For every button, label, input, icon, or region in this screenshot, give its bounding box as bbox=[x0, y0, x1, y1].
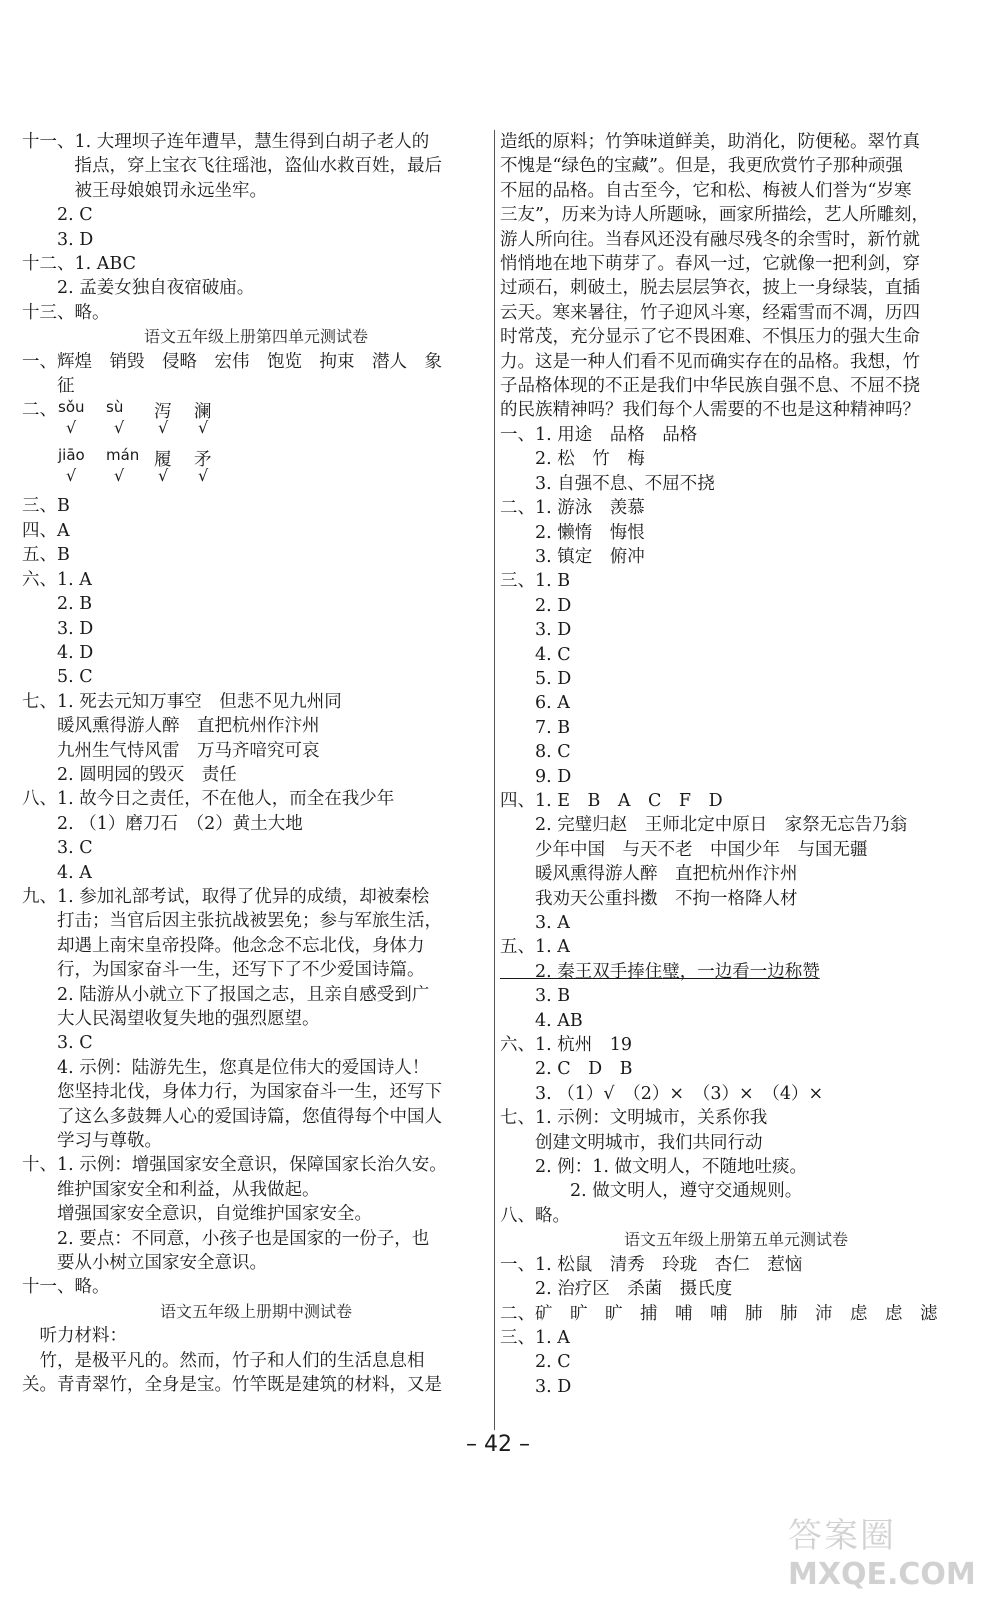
text-line: 2. 要点：不同意，小孩子也是国家的一份子，也 bbox=[22, 1228, 430, 1249]
text-line: 维护国家安全和利益，从我做起。 bbox=[22, 1179, 320, 1200]
text-line: 7. B bbox=[500, 717, 571, 738]
text-line: 4. A bbox=[22, 862, 92, 883]
text-line: 增强国家安全意识，自觉维护国家安全。 bbox=[22, 1204, 372, 1225]
pinyin-text: sǒu bbox=[58, 398, 85, 417]
check-mark-icon: √ bbox=[158, 466, 169, 486]
midterm-answers bbox=[500, 130, 972, 960]
midterm-answers-cont bbox=[500, 984, 972, 1228]
text-line: 造纸的原料；竹笋味道鲜美，助消化，防便秘。翠竹真 bbox=[500, 132, 920, 152]
text-line: 暖风熏得游人醉 直把杭州作汴州 bbox=[22, 716, 320, 737]
check-mark-icon: √ bbox=[198, 466, 209, 486]
check-mark-icon: √ bbox=[114, 466, 125, 486]
right-column bbox=[500, 130, 972, 1399]
text-line: 2. 治疗区 杀菌 摄氏度 bbox=[500, 1279, 733, 1300]
text-line: 过顽石，刺破土，脱去层层笋衣，披上一身绿装，直插 bbox=[500, 278, 920, 299]
text-line: 五、1. A bbox=[500, 937, 570, 958]
underlined-answer: 2. 秦王双手捧住璧，一边看一边称赞 bbox=[500, 961, 820, 982]
text-line: 三、1. B bbox=[500, 571, 571, 592]
left-answers-unit3-end bbox=[22, 130, 490, 325]
text-line: 被王母娘娘罚永远坐牢。 bbox=[22, 180, 267, 201]
text-line: 十一、略。 bbox=[22, 1277, 110, 1298]
midterm-heading: 语文五年级上册期中测试卷 bbox=[159, 1301, 352, 1321]
text-line: 3. D bbox=[500, 620, 572, 641]
watermark-bottom-text: MXQE.COM bbox=[788, 1557, 976, 1592]
pinyin-text: sù bbox=[106, 398, 124, 417]
text-line: 2. B bbox=[22, 594, 93, 615]
text-line: 时常茂，充分显示了它不畏困难、不惧压力的强大生命 bbox=[500, 327, 920, 348]
text-line: 学习与尊敬。 bbox=[22, 1131, 162, 1152]
unit5-heading: 语文五年级上册第五单元测试卷 bbox=[623, 1230, 848, 1250]
check-mark-icon: √ bbox=[66, 418, 77, 438]
text-line: 2. C bbox=[500, 1352, 571, 1373]
text-line: 3. 自强不息、不屈不挠 bbox=[500, 473, 715, 494]
unit4-answers-part1 bbox=[22, 350, 490, 399]
hanzi-text: 澜 bbox=[194, 402, 212, 423]
text-line: 少年中国 与天不老 中国少年 与国无疆 bbox=[500, 839, 868, 860]
text-line: 9. D bbox=[500, 766, 572, 787]
text-line: 三友”，历来为诗人所题咏，画家所描绘，艺人所雕刻， bbox=[500, 205, 929, 226]
text-line: 5. D bbox=[500, 668, 572, 689]
text-line: 子品格体现的不正是我们中华民族自强不息、不屈不挠 bbox=[500, 376, 920, 397]
text-line: 6. A bbox=[500, 693, 570, 714]
text-line: 四、A bbox=[22, 520, 70, 541]
text-line: 暖风熏得游人醉 直把杭州作汴州 bbox=[500, 864, 798, 885]
text-line: 大人民渴望收复失地的强烈愿望。 bbox=[22, 1009, 320, 1029]
text-line: 3. （1）√ （2）× （3）× （4）× bbox=[500, 1083, 824, 1104]
text-line: 了这么多鼓舞人心的爱国诗篇，您值得每个中国人 bbox=[22, 1106, 442, 1127]
text-line: 2. 做文明人，遵守交通规则。 bbox=[500, 1181, 803, 1202]
text-line: 3. B bbox=[500, 986, 571, 1007]
text-line: 3. C bbox=[22, 1033, 93, 1054]
text-line: 要从小树立国家安全意识。 bbox=[22, 1253, 267, 1274]
text-line: 3. C bbox=[22, 838, 93, 859]
text-line: 四、1. E B A C F D bbox=[500, 790, 723, 811]
text-line: 3. A bbox=[500, 913, 570, 933]
text-line: 八、略。 bbox=[500, 1205, 570, 1226]
text-line: 创建文明城市，我们共同行动 bbox=[500, 1132, 763, 1153]
check-mark-icon: √ bbox=[158, 418, 169, 438]
check-mark-icon: √ bbox=[198, 418, 209, 438]
text-line: 力。这是一种人们看不见而确实存在的品格。我想，竹 bbox=[500, 351, 920, 372]
text-line: 关。青青翠竹，全身是宝。竹竿既是建筑的材料，又是 bbox=[22, 1375, 442, 1396]
text-line: 十二、1. ABC bbox=[22, 254, 136, 275]
text-line: 九、1. 参加礼部考试，取得了优异的成绩，却被秦桧 bbox=[22, 886, 430, 907]
text-line: 七、1. 示例：文明城市，关系你我 bbox=[500, 1108, 768, 1129]
text-line: 2. C D B bbox=[500, 1059, 633, 1080]
text-line: 六、1. 杭州 19 bbox=[500, 1035, 633, 1056]
text-line: 却遇上南宋皇帝投降。他念念不忘北伐，身体力 bbox=[22, 935, 425, 956]
text-line: 指点，穿上宝衣飞往瑶池，盗仙水救百姓，最后 bbox=[22, 156, 442, 177]
text-line: 征 bbox=[22, 376, 75, 397]
text-line: 8. C bbox=[500, 742, 571, 763]
text-line: 九州生气恃风雷 万马齐喑究可哀 bbox=[22, 740, 320, 761]
watermark-top-text: 答案圈 bbox=[788, 1516, 896, 1556]
text-line: 八、1. 故今日之责任，不在他人，而全在我少年 bbox=[22, 789, 395, 810]
text-line: 二、1. 游泳 羡慕 bbox=[500, 498, 645, 519]
hanzi-text: 泻 bbox=[154, 402, 172, 423]
unit4-heading: 语文五年级上册第四单元测试卷 bbox=[143, 327, 368, 347]
hanzi-text: 履 bbox=[154, 450, 172, 471]
text-line: 云天。寒来暑往，竹子迎风斗寒，经霜雪而不凋，历四 bbox=[500, 302, 920, 323]
text-line: 游人所向往。当春风还没有融尽残冬的余雪时，新竹就 bbox=[500, 229, 920, 250]
text-line: 4. AB bbox=[500, 1010, 583, 1031]
page-number: – 42 – bbox=[466, 1432, 530, 1457]
text-line: 打击；当官后因主张抗战被罢免；参与军旅生活， bbox=[22, 911, 442, 932]
unit5-answers bbox=[500, 1253, 972, 1399]
text-line: 的民族精神吗？我们每个人需要的不也是这种精神吗？ bbox=[500, 400, 920, 421]
text-line: 七、1. 死去元知万事空 但悲不见九州同 bbox=[22, 691, 342, 712]
text-line: 2. （1）磨刀石 （2）黄土大地 bbox=[22, 813, 303, 834]
watermark-logo bbox=[788, 1508, 978, 1592]
text-line: 行，为国家奋斗一生，还写下了不少爱国诗篇。 bbox=[22, 960, 425, 981]
text-line: 2. 陆游从小就立下了报国之志，且亲自感受到广 bbox=[22, 984, 430, 1005]
text-line: 三、B bbox=[22, 496, 70, 517]
text-line: 2. 松 竹 梅 bbox=[500, 449, 645, 470]
text-line: 5. C bbox=[22, 667, 93, 688]
text-line: 不屈的品格。自古至今，它和松、梅被人们誉为“岁寒 bbox=[500, 180, 912, 201]
text-line: 十三、略。 bbox=[22, 302, 110, 323]
text-line: 三、1. A bbox=[500, 1327, 570, 1348]
text-line: 听力材料： bbox=[22, 1326, 127, 1347]
text-line: 3. 镇定 俯冲 bbox=[500, 546, 645, 567]
text-line: 2. 孟姜女独自夜宿破庙。 bbox=[22, 278, 255, 299]
unit4-answers-part2 bbox=[22, 494, 490, 1299]
text-line: 3. D bbox=[22, 618, 94, 639]
midterm-listening-material bbox=[22, 1324, 490, 1397]
text-line: 3. D bbox=[500, 1376, 572, 1397]
text-line: 二、矿 旷 旷 捕 哺 哺 肺 肺 沛 虑 虑 滤 bbox=[500, 1303, 938, 1324]
pinyin-row-label: 二、 bbox=[22, 400, 57, 421]
pinyin-text: mán bbox=[106, 446, 140, 465]
left-column bbox=[22, 130, 490, 1398]
pinyin-answer-row bbox=[22, 398, 490, 494]
text-line: 五、B bbox=[22, 545, 70, 566]
text-line: 一、1. 松鼠 清秀 玲珑 杏仁 惹恼 bbox=[500, 1254, 803, 1275]
text-line: 我劝天公重抖擞 不拘一格降人材 bbox=[500, 888, 798, 909]
check-mark-icon: √ bbox=[66, 466, 77, 486]
hanzi-text: 矛 bbox=[194, 450, 212, 471]
check-mark-icon: √ bbox=[114, 418, 125, 438]
text-line: 六、1. A bbox=[22, 569, 92, 590]
text-line: 4. D bbox=[22, 642, 94, 663]
text-line: 2. D bbox=[500, 595, 572, 616]
column-divider bbox=[494, 130, 495, 1430]
text-line: 2. C bbox=[22, 205, 93, 226]
text-line: 不愧是“绿色的宝藏”。但是，我更欣赏竹子那种顽强 bbox=[500, 156, 903, 177]
text-line: 一、1. 用途 品格 品格 bbox=[500, 424, 698, 445]
text-line: 十、1. 示例：增强国家安全意识，保障国家长治久安。 bbox=[22, 1155, 447, 1176]
text-line: 2. 完璧归赵 王师北定中原日 家祭无忘告乃翁 bbox=[500, 815, 908, 836]
text-line: 2. 懒惰 悔恨 bbox=[500, 522, 645, 543]
text-line: 一、辉煌 销毁 侵略 宏伟 饱览 拘束 潜人 象 bbox=[22, 351, 442, 372]
text-line: 十一、1. 大理坝子连年遭旱，慧生得到白胡子老人的 bbox=[22, 132, 430, 152]
pinyin-text: jiāo bbox=[58, 446, 85, 465]
text-line: 您坚持北伐，身体力行，为国家奋斗一生，还写下 bbox=[22, 1082, 442, 1103]
text-line: 2. 圆明园的毁灭 责任 bbox=[22, 764, 237, 785]
text-line: 4. C bbox=[500, 644, 571, 665]
text-line: 4. 示例：陆游先生，您真是位伟大的爱国诗人！ bbox=[22, 1057, 430, 1078]
text-line: 3. D bbox=[22, 229, 94, 250]
text-line: 竹，是极平凡的。然而，竹子和人们的生活息息相 bbox=[22, 1350, 425, 1371]
text-line: 悄悄地在地下萌芽了。春风一过，它就像一把利剑，穿 bbox=[500, 254, 920, 275]
text-line: 2. 例：1. 做文明人，不随地吐痰。 bbox=[500, 1157, 808, 1178]
